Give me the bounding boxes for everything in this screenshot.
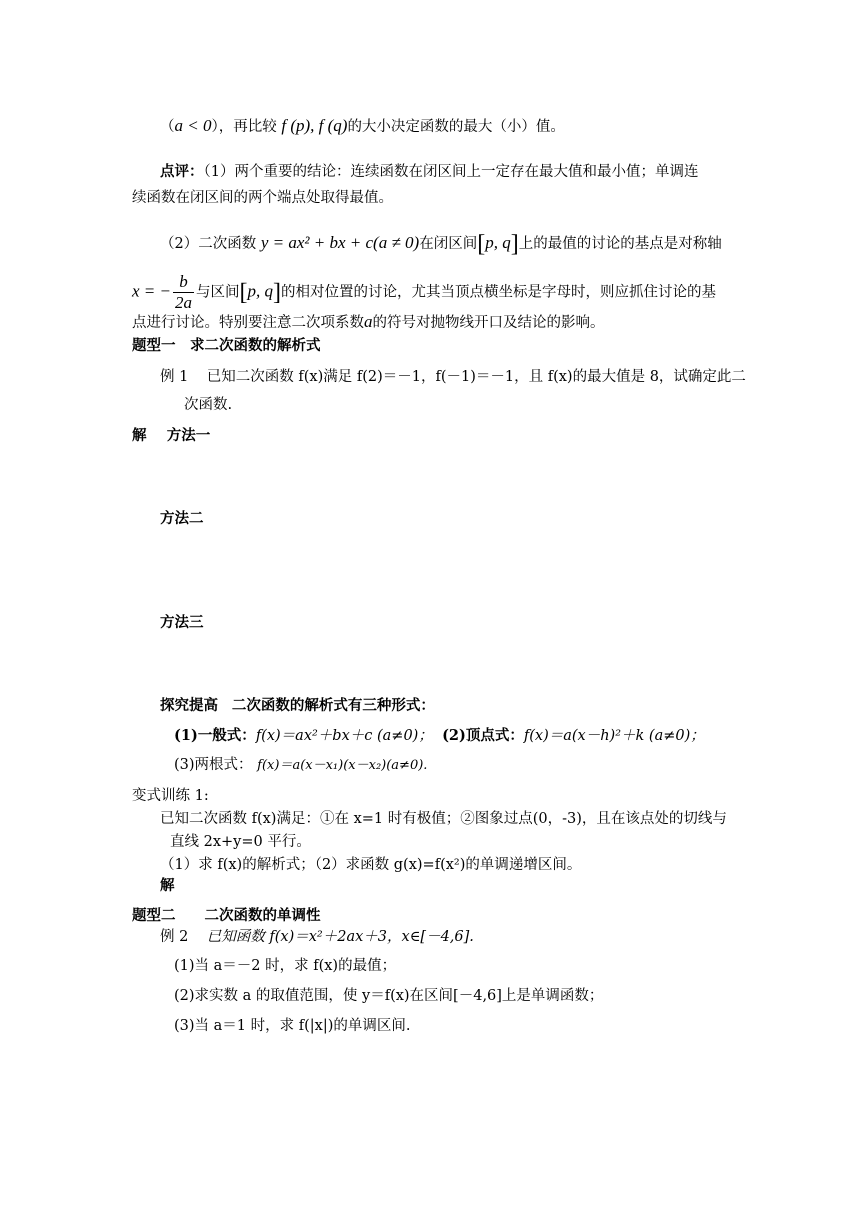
review-text-1: （1）两个重要的结论：连续函数在闭区间上一定存在最大值和最小值；单调连 <box>203 164 699 180</box>
variant-title: 变式训练 1: <box>132 788 209 804</box>
review-q2-mid: 在闭区间 <box>419 236 478 252</box>
condition-a-negative: a < 0 <box>174 116 212 135</box>
review-q2-pre: （2）二次函数 <box>160 236 257 252</box>
explore-label: 探究提高 <box>160 697 218 714</box>
example1-text-1: 已知二次函数 f(x)满足 f(2)＝－1，f(－1)＝－1，且 f(x)的最大值是 8，试确定此二 <box>206 369 746 385</box>
example2-q2: (2)求实数 a 的取值范围，使 y＝f(x)在区间[－4,6]上是单调函数； <box>174 988 604 1004</box>
explore-line <box>160 696 435 716</box>
method-one: 方法一 <box>166 427 211 444</box>
p1-line: （a < 0），再比较 f (p), f (q)的大小决定函数的最大（小）值。 <box>160 116 565 135</box>
forms-line-2 <box>174 755 427 776</box>
review-label: 点评： <box>160 163 204 180</box>
example2-line <box>160 927 474 947</box>
variant-solution: 解 <box>160 877 175 894</box>
review-l4-post: 的相对位置的讨论，尤其当顶点横坐标是字母时，则应抓住讨论的基 <box>281 284 716 301</box>
variant-line-2: 直线 2x+y=0 平行。 <box>170 834 311 850</box>
review-line-2: 续函数在闭区间的两个端点处取得最值。 <box>132 190 393 206</box>
method-two: 方法二 <box>160 510 204 527</box>
axis-lhs: x = − <box>132 281 171 301</box>
review-line-5 <box>132 312 605 333</box>
review-l5-pre: 点进行讨论。特别要注意二次项系数 <box>132 315 364 331</box>
method-three: 方法三 <box>160 614 204 631</box>
review-line-3: （2）二次函数 y = ax² + bx + c(a ≠ 0)在闭区间[p, q]上的最值的讨论的基点是对称轴 <box>160 231 722 257</box>
coefficient-a: a <box>364 312 373 331</box>
review-q2-post: 上的最值的讨论的基点是对称轴 <box>518 236 722 252</box>
quadratic-formula: y = ax² + bx + c(a ≠ 0) <box>260 233 420 252</box>
variant-line-3: （1）求 f(x)的解析式；（2）求函数 g(x)=f(x²)的单调递增区间。 <box>160 857 582 873</box>
example2-text: 已知函数 f(x)＝x²＋2ax＋3，x∈[－4,6]. <box>206 929 474 945</box>
interval-pq: p, q <box>485 233 511 252</box>
example2-q3: (3)当 a＝1 时，求 f(|x|)的单调区间. <box>174 1018 411 1034</box>
example2-q1: (1)当 a＝－2 时，求 f(x)的最值； <box>174 958 397 974</box>
vertex-form-label: (2)顶点式： <box>442 727 524 744</box>
review-l5-post: 的符号对抛物线开口及结论的影响。 <box>372 315 605 331</box>
example1-line-1 <box>160 367 746 387</box>
general-form-label: (1)一般式： <box>174 727 256 744</box>
example2-label: 例 2 <box>160 929 189 945</box>
forms-line-1 <box>174 726 705 746</box>
p1-text2: 的大小决定函数的最大（小）值。 <box>347 119 565 135</box>
explore-text: 二次函数的解析式有三种形式： <box>231 697 435 714</box>
vertex-form: f(x)＝a(x－h)²＋k (a≠0)； <box>523 728 705 744</box>
solution1-line <box>132 426 210 446</box>
solution1-label: 解 <box>132 427 147 444</box>
type1-heading: 题型一 求二次函数的解析式 <box>132 337 321 354</box>
axis-fraction: $\frac{b}{2a}$ <box>175 272 192 312</box>
type2-heading: 题型二 二次函数的单调性 <box>132 907 321 924</box>
root-form-label: (3)两根式： <box>174 757 253 773</box>
example1-line-2: 次函数. <box>184 397 233 413</box>
fp-fq-formula: f (p), f (q) <box>281 116 348 135</box>
review-line-4: x = − $\frac{b}{2a}$ 与区间[p, q]的相对位置的讨论，尤其当顶点横坐标是字母时，则应抓住讨论的基 <box>132 272 716 312</box>
example1-label: 例 1 <box>160 369 189 385</box>
root-form: f(x)＝a(x－x₁)(x－x₂)(a≠0). <box>257 758 428 773</box>
p1-text: ，再比较 <box>218 119 277 135</box>
review-l4-mid: 与区间 <box>196 284 240 301</box>
interval-pq-2: p, q <box>247 281 273 301</box>
general-form: f(x)＝ax²＋bx＋c (a≠0)； <box>255 728 433 744</box>
review-line-1 <box>160 162 698 182</box>
variant-line-1: 已知二次函数 f(x)满足：①在 x=1 时有极值；②图象过点(0，-3)，且在该点处的切线与 <box>160 811 727 827</box>
